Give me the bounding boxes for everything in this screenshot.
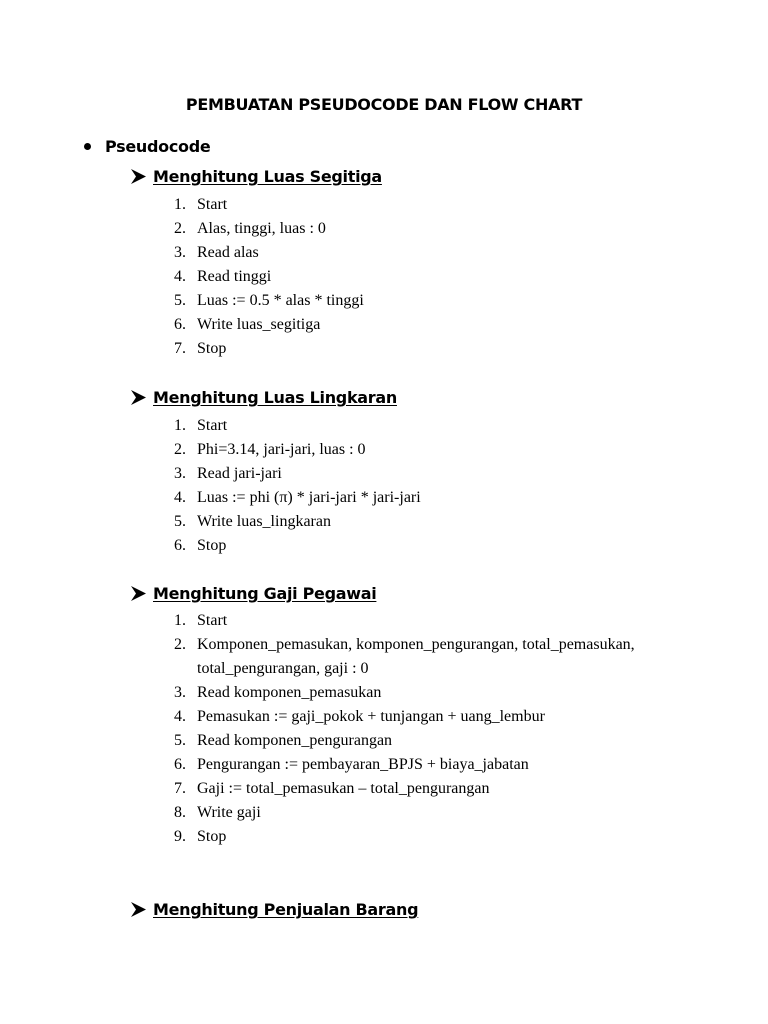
section-heading-luas-segitiga (130, 167, 382, 186)
step-number: 2. (174, 220, 186, 237)
list-item (174, 414, 714, 438)
step-text: Read komponen_pengurangan (197, 732, 393, 749)
step-number: 6. (174, 756, 186, 773)
step-text: Pengurangan := pembayaran_BPJS + biaya_jabatan (197, 756, 529, 773)
step-text: Read jari-jari (197, 465, 282, 482)
list-item (174, 801, 714, 825)
step-number: 5. (174, 292, 186, 309)
step-text: Gaji := total_pemasukan – total_pengurangan (197, 780, 490, 797)
section-heading-text: Menghitung Luas Segitiga (153, 167, 382, 186)
list-item (174, 705, 714, 729)
section-heading-text: Menghitung Gaji Pegawai (153, 584, 377, 603)
step-text: Stop (197, 340, 227, 357)
step-number: 6. (174, 537, 186, 554)
step-number: 4. (174, 268, 186, 285)
step-number: 8. (174, 804, 186, 821)
section-heading-text: Menghitung Penjualan Barang (153, 900, 419, 919)
list-item (174, 313, 714, 337)
step-text: Read alas (197, 244, 259, 261)
step-text: Luas := phi (π) * jari-jari * jari-jari (197, 489, 421, 506)
step-number: 4. (174, 489, 186, 506)
step-text: Stop (197, 828, 227, 845)
section-heading-penjualan-barang (130, 900, 418, 919)
arrowhead-bullet-icon (130, 901, 147, 918)
list-item (174, 486, 714, 510)
steps-list-gaji-pegawai (174, 609, 714, 849)
step-text: Start (197, 196, 228, 213)
steps-list-luas-segitiga (174, 193, 714, 361)
step-text: Alas, tinggi, luas : 0 (197, 220, 326, 237)
pseudocode-bullet (84, 137, 210, 156)
step-number: 1. (174, 417, 186, 434)
list-item (174, 265, 714, 289)
step-number: 1. (174, 196, 186, 213)
step-number: 7. (174, 340, 186, 357)
list-item (174, 633, 714, 681)
document-title: PEMBUATAN PSEUDOCODE DAN FLOW CHART (185, 95, 583, 114)
step-text: Write luas_lingkaran (197, 513, 331, 530)
step-number: 4. (174, 708, 186, 725)
arrowhead-bullet-icon (130, 585, 147, 602)
list-item (174, 241, 714, 265)
list-item (174, 438, 714, 462)
section-heading-luas-lingkaran (130, 388, 397, 407)
bullet-dot-icon (84, 143, 91, 150)
step-text: Luas := 0.5 * alas * tinggi (197, 292, 364, 309)
step-number: 3. (174, 684, 186, 701)
list-item (174, 729, 714, 753)
list-item (174, 193, 714, 217)
list-item (174, 462, 714, 486)
step-number: 7. (174, 780, 186, 797)
step-text: Komponen_pemasukan, komponen_pengurangan, total_pemasukan, total_pengurangan, gaji : 0 (197, 636, 635, 677)
list-item (174, 609, 714, 633)
step-number: 3. (174, 244, 186, 261)
step-number: 9. (174, 828, 186, 845)
step-number: 6. (174, 316, 186, 333)
step-text: Start (197, 612, 228, 629)
arrowhead-bullet-icon (130, 168, 147, 185)
step-number: 5. (174, 513, 186, 530)
step-text: Stop (197, 537, 227, 554)
list-item (174, 753, 714, 777)
step-number: 2. (174, 636, 186, 653)
step-text: Read tinggi (197, 268, 272, 285)
list-item (174, 337, 714, 361)
step-number: 2. (174, 441, 186, 458)
steps-list-luas-lingkaran (174, 414, 714, 558)
step-text: Write gaji (197, 804, 261, 821)
list-item (174, 510, 714, 534)
step-number: 1. (174, 612, 186, 629)
list-item (174, 681, 714, 705)
list-item (174, 534, 714, 558)
list-item (174, 217, 714, 241)
list-item (174, 289, 714, 313)
list-item (174, 777, 714, 801)
step-text: Write luas_segitiga (197, 316, 321, 333)
list-item (174, 825, 714, 849)
step-number: 3. (174, 465, 186, 482)
step-text: Phi=3.14, jari-jari, luas : 0 (197, 441, 366, 458)
step-number: 5. (174, 732, 186, 749)
section-heading-text: Menghitung Luas Lingkaran (153, 388, 397, 407)
arrowhead-bullet-icon (130, 389, 147, 406)
step-text: Read komponen_pemasukan (197, 684, 382, 701)
bullet-label: Pseudocode (105, 137, 211, 156)
step-text: Pemasukan := gaji_pokok + tunjangan + uang_lembur (197, 708, 545, 725)
section-heading-gaji-pegawai (130, 584, 376, 603)
step-text: Start (197, 417, 228, 434)
